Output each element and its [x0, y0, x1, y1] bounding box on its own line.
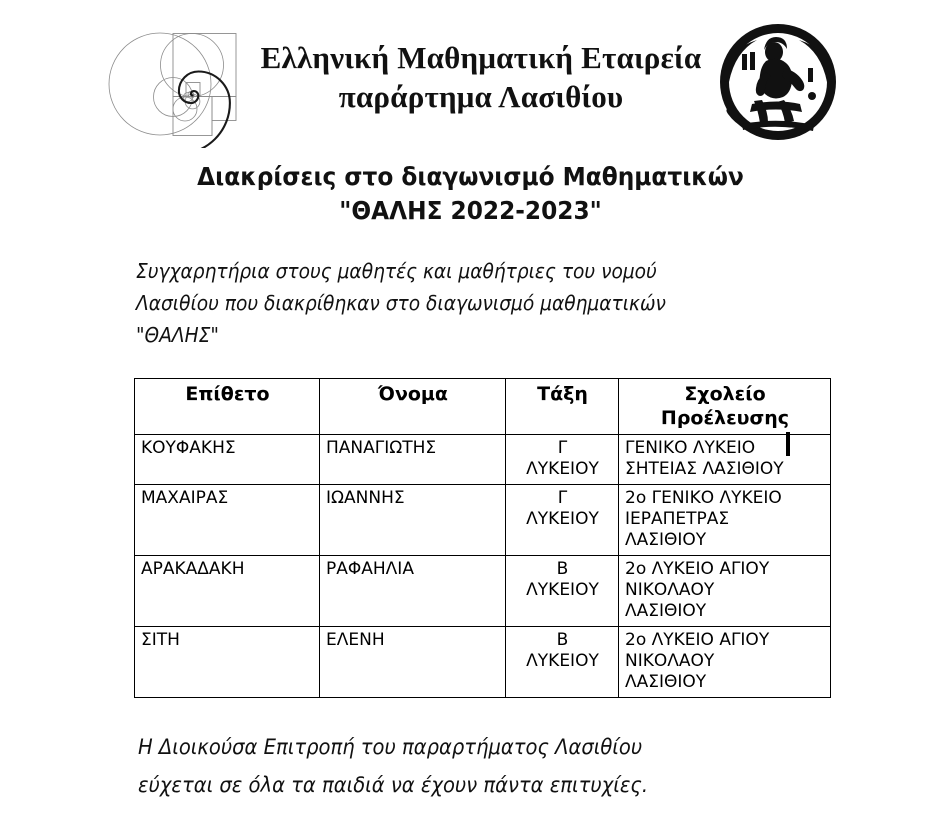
column-header-school [619, 379, 831, 435]
table-row [135, 627, 831, 698]
footer-line1: Η Διοικούσα Επιτροπή του παραρτήματος Λασιθίου [138, 735, 643, 759]
intro-paragraph [136, 255, 750, 351]
table-body [135, 435, 831, 698]
cell-school-line: ΣΗΤΕΙΑΣ ΛΑΣΙΘΙΟΥ [625, 459, 784, 479]
cell-school [619, 485, 831, 556]
column-header-school-line2: Προέλευσης [660, 407, 790, 429]
stray-mark [786, 432, 790, 456]
golden-spiral-logo [108, 20, 254, 148]
cell-school-line: ΝΙΚΟΛΑΟΥ [625, 580, 715, 600]
cell-school [619, 556, 831, 627]
masthead [0, 0, 941, 152]
cell-surname: ΑΡΑΚΑΔΑΚΗ [135, 556, 320, 627]
cell-name: ΠΑΝΑΓΙΩΤΗΣ [320, 435, 506, 485]
organization-title [246, 38, 716, 116]
cell-grade-line1: Β [556, 630, 569, 650]
cell-surname: ΜΑΧΑΙΡΑΣ [135, 485, 320, 556]
column-header-surname: Επίθετο [135, 379, 320, 435]
footer-line2: εύχεται σε όλα τα παιδιά να έχουν πάντα επιτυχίες. [138, 773, 649, 797]
cell-school-line: ΛΑΣΙΘΙΟΥ [625, 672, 707, 692]
page-title-line1: Διακρίσεις στο διαγωνισμό Μαθηματικών [197, 162, 744, 191]
cell-grade-line1: Γ [557, 488, 568, 508]
cell-school-line: ΙΕΡΑΠΕΤΡΑΣ [625, 509, 730, 529]
page-title [33, 160, 908, 228]
cell-school-line: 2ο ΛΥΚΕΙΟ ΑΓΙΟΥ [625, 559, 770, 579]
table-row [135, 485, 831, 556]
cell-grade-line2: ΛΥΚΕΙΟΥ [526, 509, 599, 529]
cell-school-line: ΛΑΣΙΘΙΟΥ [625, 601, 707, 621]
cell-school [619, 627, 831, 698]
cell-name: ΕΛΕΝΗ [320, 627, 506, 698]
cell-school-line: ΝΙΚΟΛΑΟΥ [625, 651, 715, 671]
cell-grade [506, 485, 619, 556]
table-header-row [135, 379, 831, 435]
table-header [135, 379, 831, 435]
cell-name: ΙΩΑΝΝΗΣ [320, 485, 506, 556]
cell-surname: ΣΙΤΗ [135, 627, 320, 698]
cell-grade-line2: ΛΥΚΕΙΟΥ [526, 459, 599, 479]
footer-message [138, 728, 770, 804]
column-header-school-line1: Σχολείο [684, 383, 766, 405]
cell-grade-line1: Β [556, 559, 569, 579]
cell-grade [506, 627, 619, 698]
cell-name: ΡΑΦΑΗΛΙΑ [320, 556, 506, 627]
column-header-name: Όνομα [320, 379, 506, 435]
results-table [134, 378, 831, 698]
cell-school-line: ΓΕΝΙΚΟ ΛΥΚΕΙΟ [625, 438, 756, 458]
column-header-grade: Τάξη [506, 379, 619, 435]
ancient-greek-coin-logo [712, 16, 844, 148]
cell-school-line: 2ο ΓΕΝΙΚΟ ΛΥΚΕΙΟ [625, 488, 782, 508]
cell-surname: ΚΟΥΦΑΚΗΣ [135, 435, 320, 485]
organization-title-line1: Ελληνική Μαθηματική Εταιρεία [260, 40, 702, 75]
intro-line2: Λασιθίου που διακρίθηκαν στο διαγωνισμό μαθηματικών [136, 291, 666, 315]
cell-grade [506, 435, 619, 485]
cell-school-line: ΛΑΣΙΘΙΟΥ [625, 530, 707, 550]
cell-grade-line2: ΛΥΚΕΙΟΥ [526, 580, 599, 600]
intro-line1: Συγχαρητήρια στους μαθητές και μαθήτριες του νομού [136, 259, 657, 283]
intro-line3: "ΘΑΛΗΣ" [136, 323, 219, 347]
cell-grade [506, 556, 619, 627]
cell-school [619, 435, 831, 485]
table-row [135, 435, 831, 485]
page-title-line2: "ΘΑΛΗΣ 2022-2023" [339, 196, 602, 225]
table-row [135, 556, 831, 627]
organization-title-line2: παράρτημα Λασιθίου [338, 79, 624, 114]
cell-grade-line1: Γ [557, 438, 568, 458]
cell-grade-line2: ΛΥΚΕΙΟΥ [526, 651, 599, 671]
cell-school-line: 2ο ΛΥΚΕΙΟ ΑΓΙΟΥ [625, 630, 770, 650]
